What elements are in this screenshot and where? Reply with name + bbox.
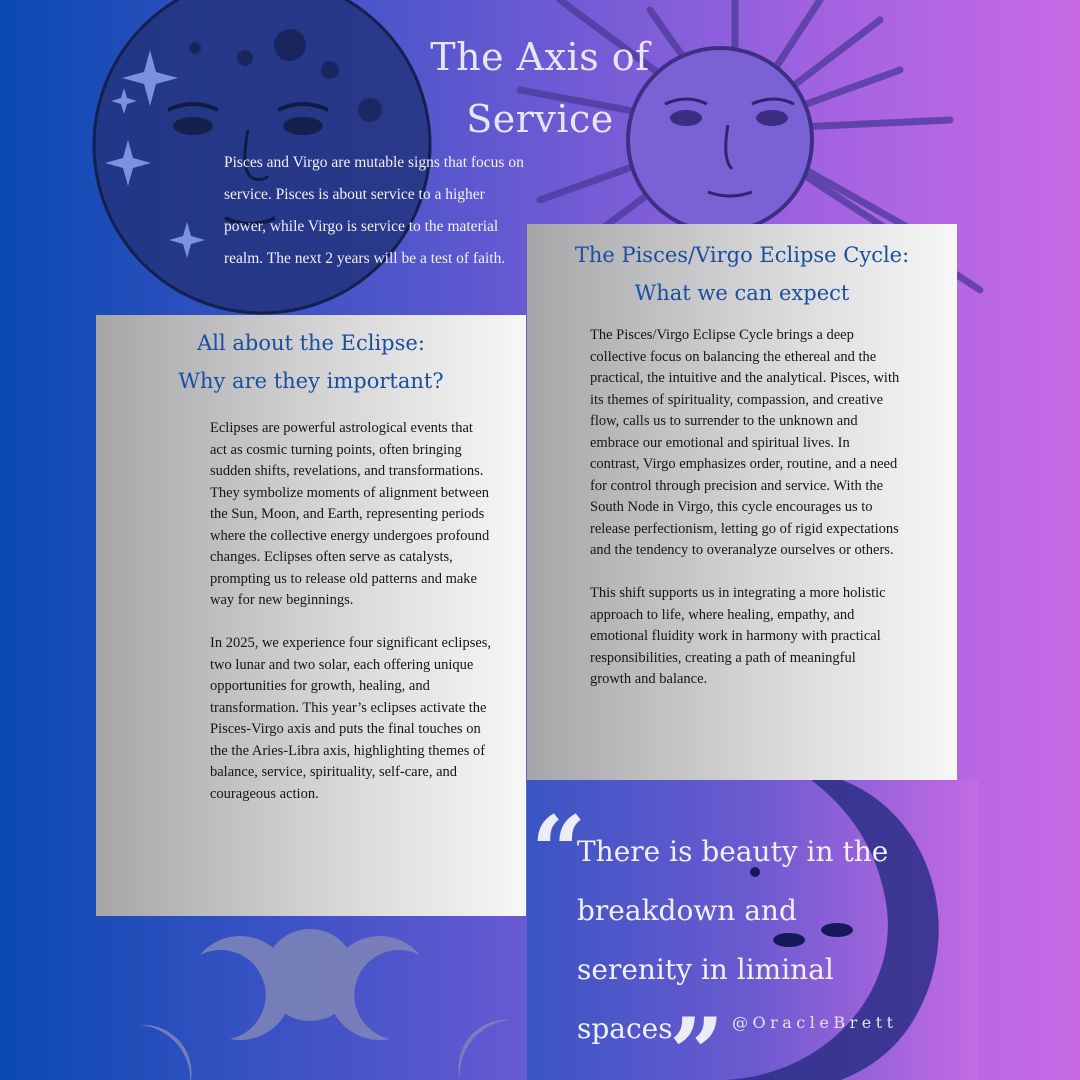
cycle-card-body <box>590 325 900 691</box>
close-quote-icon: ” <box>669 997 725 1080</box>
quote-text: There is beauty in the breakdown and serenity in liminal spaces <box>577 835 889 1045</box>
author-handle: @OracleBrett <box>732 1013 898 1032</box>
quote-panel <box>527 780 979 1080</box>
page-title: The Axis of Service <box>430 35 650 141</box>
moon-phases-illustration <box>140 929 510 1080</box>
eclipse-paragraph-2: In 2025, we experience four significant eclipses, two lunar and two solar, each offering unique opportunities for growth, healing, and transformation. This year’s eclipses activate the Pisces-Virgo axis and puts the final touches on the the Aries-Libra axis, highlighting themes of balance, service, spirituality, self-care, and courageous action. <box>210 635 492 802</box>
eclipse-cycle-card <box>527 224 957 780</box>
eclipse-paragraph-1: Eclipses are powerful astrological events that act as cosmic turning points, often bringing sudden shifts, revelations, and transformations. They symbolize moments of alignment between the Sun, Moon, and Earth, representing periods where the collective energy undergoes profound changes. Eclipses often serve as catalysts, prompting us to release old patterns and make way for new beginnings. <box>210 420 490 608</box>
cycle-heading-line2: What we can expect <box>634 281 850 305</box>
intro-text: Pisces and Virgo are mutable signs that focus on service. Pisces is about service to a higher power, while Virgo is service to the material realm. The next 2 years will be a test of faith. <box>224 154 524 267</box>
eclipse-card-body <box>210 418 492 805</box>
cycle-heading-line1: The Pisces/Virgo Eclipse Cycle: <box>574 243 910 267</box>
eclipse-heading-line1: All about the Eclipse: <box>197 331 425 355</box>
eclipse-card-heading <box>96 324 526 400</box>
eclipse-heading-line2: Why are they important? <box>178 369 444 393</box>
cycle-paragraph-2: This shift supports us in integrating a more holistic approach to life, where healing, empathy, and emotional fluidity work in harmony with practical responsibilities, creating a path of meaningful growth and balance. <box>590 585 886 687</box>
cycle-card-heading <box>527 236 957 312</box>
eclipse-info-card <box>96 315 526 916</box>
open-quote-icon: “ <box>531 795 587 908</box>
cycle-paragraph-1: The Pisces/Virgo Eclipse Cycle brings a deep collective focus on balancing the ethereal and the practical, the intuitive and the analytical. Pisces, with its themes of spirituality, compassion, and creative flow, calls us to surrender to the unknown and embrace our emotional and spiritual lives. In contrast, Virgo emphasizes order, routine, and a need for control through precision and service. With the South Node in Virgo, this cycle encourages us to release perfectionism, letting go of rigid expectations and the tendency to overanalyze ourselves or others. <box>590 327 900 558</box>
